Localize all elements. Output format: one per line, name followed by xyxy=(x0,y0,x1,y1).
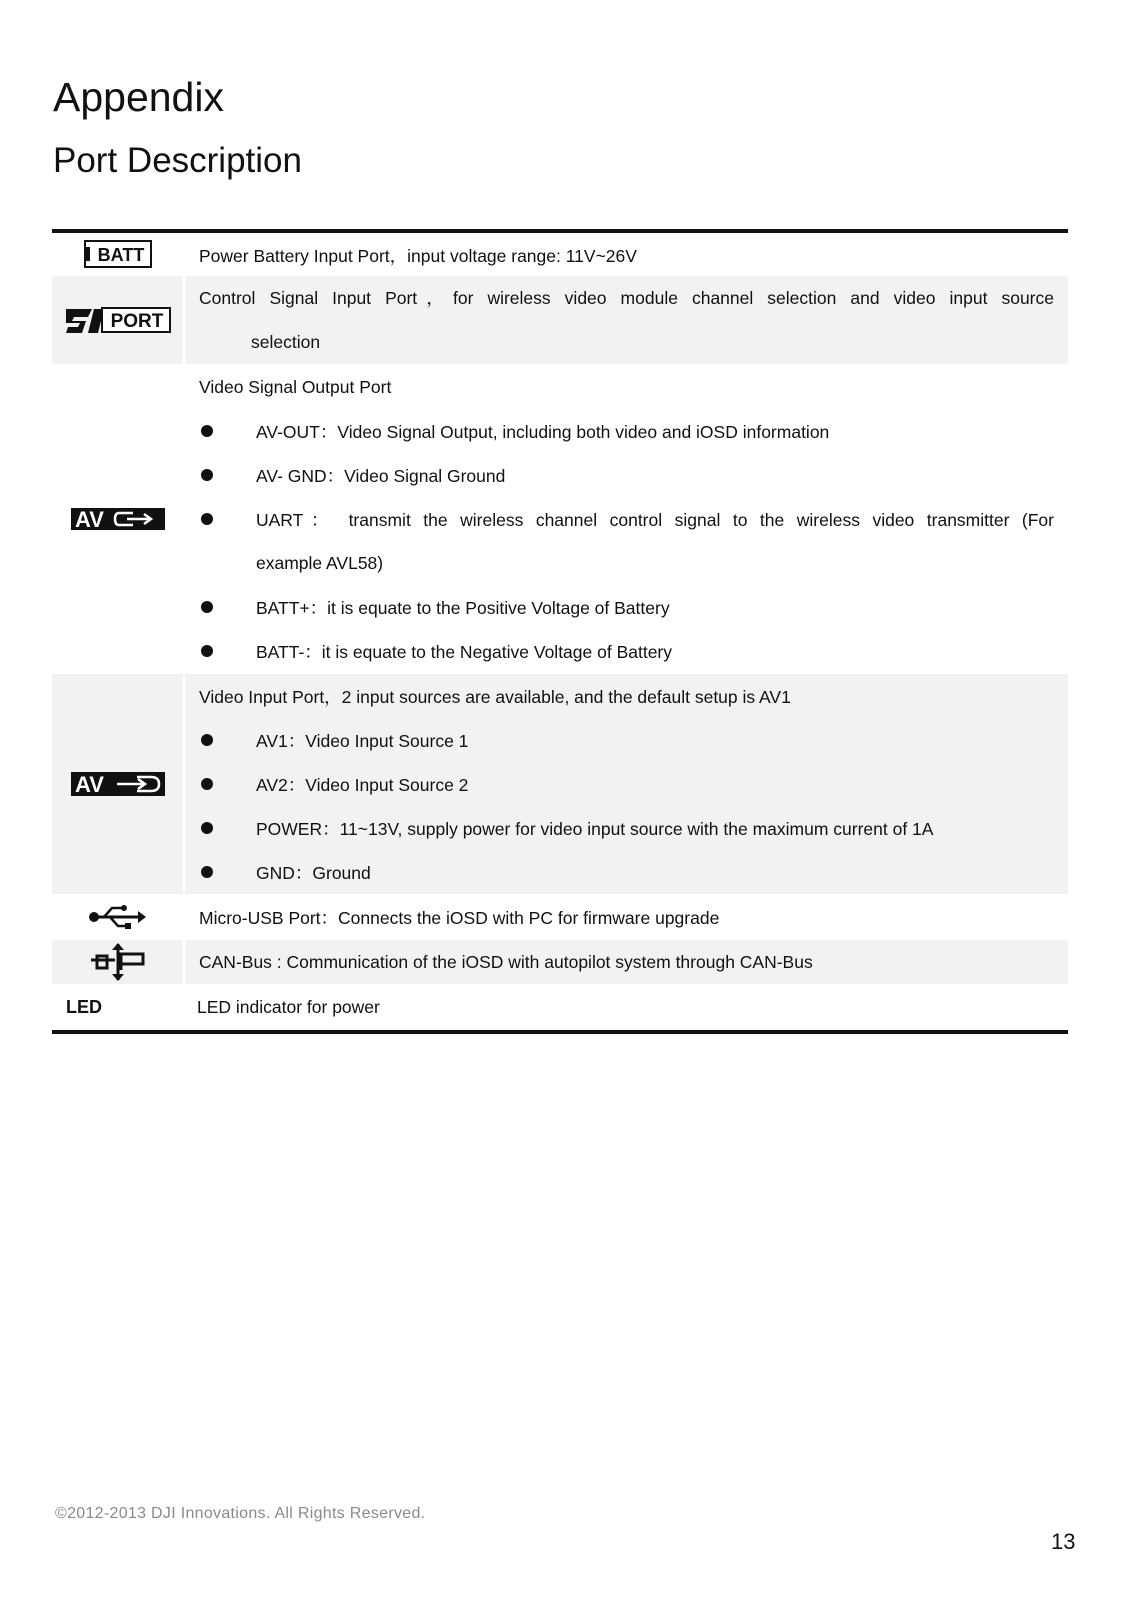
av-output-title: Video Signal Output Port xyxy=(199,376,392,397)
table-row-led xyxy=(52,985,1068,1030)
bullet-icon xyxy=(201,734,213,746)
list-item-continuation: example AVL58) xyxy=(256,552,384,573)
description-cell xyxy=(185,365,1068,673)
description-cell xyxy=(183,985,1068,1029)
av-output-icon xyxy=(71,507,165,531)
port-description-line1: Control Signal Input Port，for wireless video module channel selection and video input source xyxy=(199,288,1054,308)
list-item: BATT+：it is equate to the Positive Voltage of Battery xyxy=(199,585,1054,629)
svg-text:AV: AV xyxy=(74,772,104,797)
icon-cell xyxy=(52,365,185,673)
table-row-av-output xyxy=(52,365,1068,674)
table-row-can-bus xyxy=(52,940,1068,985)
description-cell xyxy=(185,233,1068,275)
bullet-icon xyxy=(201,601,213,613)
usb-icon xyxy=(88,904,148,930)
description-cell xyxy=(185,940,1068,984)
icon-cell xyxy=(52,674,185,894)
list-item: AV1：Video Input Source 1 xyxy=(199,718,1054,762)
list-item: AV2：Video Input Source 2 xyxy=(199,762,1054,806)
signal-port-icon xyxy=(64,305,172,335)
icon-cell xyxy=(52,895,185,939)
svg-text:PORT: PORT xyxy=(110,311,163,332)
icon-cell xyxy=(52,940,185,984)
description-cell xyxy=(185,276,1068,364)
can-bus-description: CAN-Bus : Communication of the iOSD with autopilot system through CAN-Bus xyxy=(199,951,813,972)
bullet-icon xyxy=(201,866,213,878)
bullet-icon xyxy=(201,778,213,790)
bullet-icon xyxy=(201,469,213,481)
description-cell xyxy=(185,674,1068,894)
table-row-usb xyxy=(52,895,1068,940)
bullet-icon xyxy=(201,513,213,525)
battery-port-icon xyxy=(84,240,152,268)
av-input-title: Video Input Port，2 input sources are available, and the default setup is AV1 xyxy=(199,686,791,707)
svg-text:BATT: BATT xyxy=(97,245,144,265)
batt-description: Power Battery Input Port，input voltage range: 11V~26V xyxy=(199,245,637,266)
svg-text:AV: AV xyxy=(74,507,104,531)
port-description-table xyxy=(52,229,1068,1034)
led-description: LED indicator for power xyxy=(197,996,380,1017)
list-item: AV- GND：Video Signal Ground xyxy=(199,453,1054,497)
page-number: 13 xyxy=(1051,1529,1076,1554)
table-row-port xyxy=(52,276,1068,365)
icon-cell xyxy=(52,233,185,275)
port-description-line2: selection xyxy=(251,331,321,352)
bullet-icon xyxy=(201,822,213,834)
can-bus-icon xyxy=(89,942,147,982)
icon-cell xyxy=(52,985,183,1029)
icon-cell xyxy=(52,276,185,364)
bullet-icon xyxy=(201,645,213,657)
list-item: BATT-：it is equate to the Negative Voltage of Battery xyxy=(199,629,1054,673)
usb-description: Micro-USB Port：Connects the iOSD with PC for firmware upgrade xyxy=(199,907,720,928)
list-item: UART： transmit the wireless channel control signal to the wireless video transmitter (For xyxy=(199,497,1054,541)
page-heading: Appendix xyxy=(53,74,224,120)
list-item: POWER：11~13V, supply power for video input source with the maximum current of 1A xyxy=(199,806,1054,850)
description-cell xyxy=(185,895,1068,939)
list-item: AV-OUT：Video Signal Output, including both video and iOSD information xyxy=(199,409,1054,453)
bullet-icon xyxy=(201,425,213,437)
av-input-icon xyxy=(71,771,165,797)
list-item: GND：Ground xyxy=(199,850,1054,894)
table-row-batt xyxy=(52,233,1068,276)
led-label: LED xyxy=(66,996,102,1017)
copyright-footer: ©2012-2013 DJI Innovations. All Rights Reserved. xyxy=(55,1505,426,1522)
section-title: Port Description xyxy=(53,141,302,180)
table-row-av-input xyxy=(52,674,1068,895)
